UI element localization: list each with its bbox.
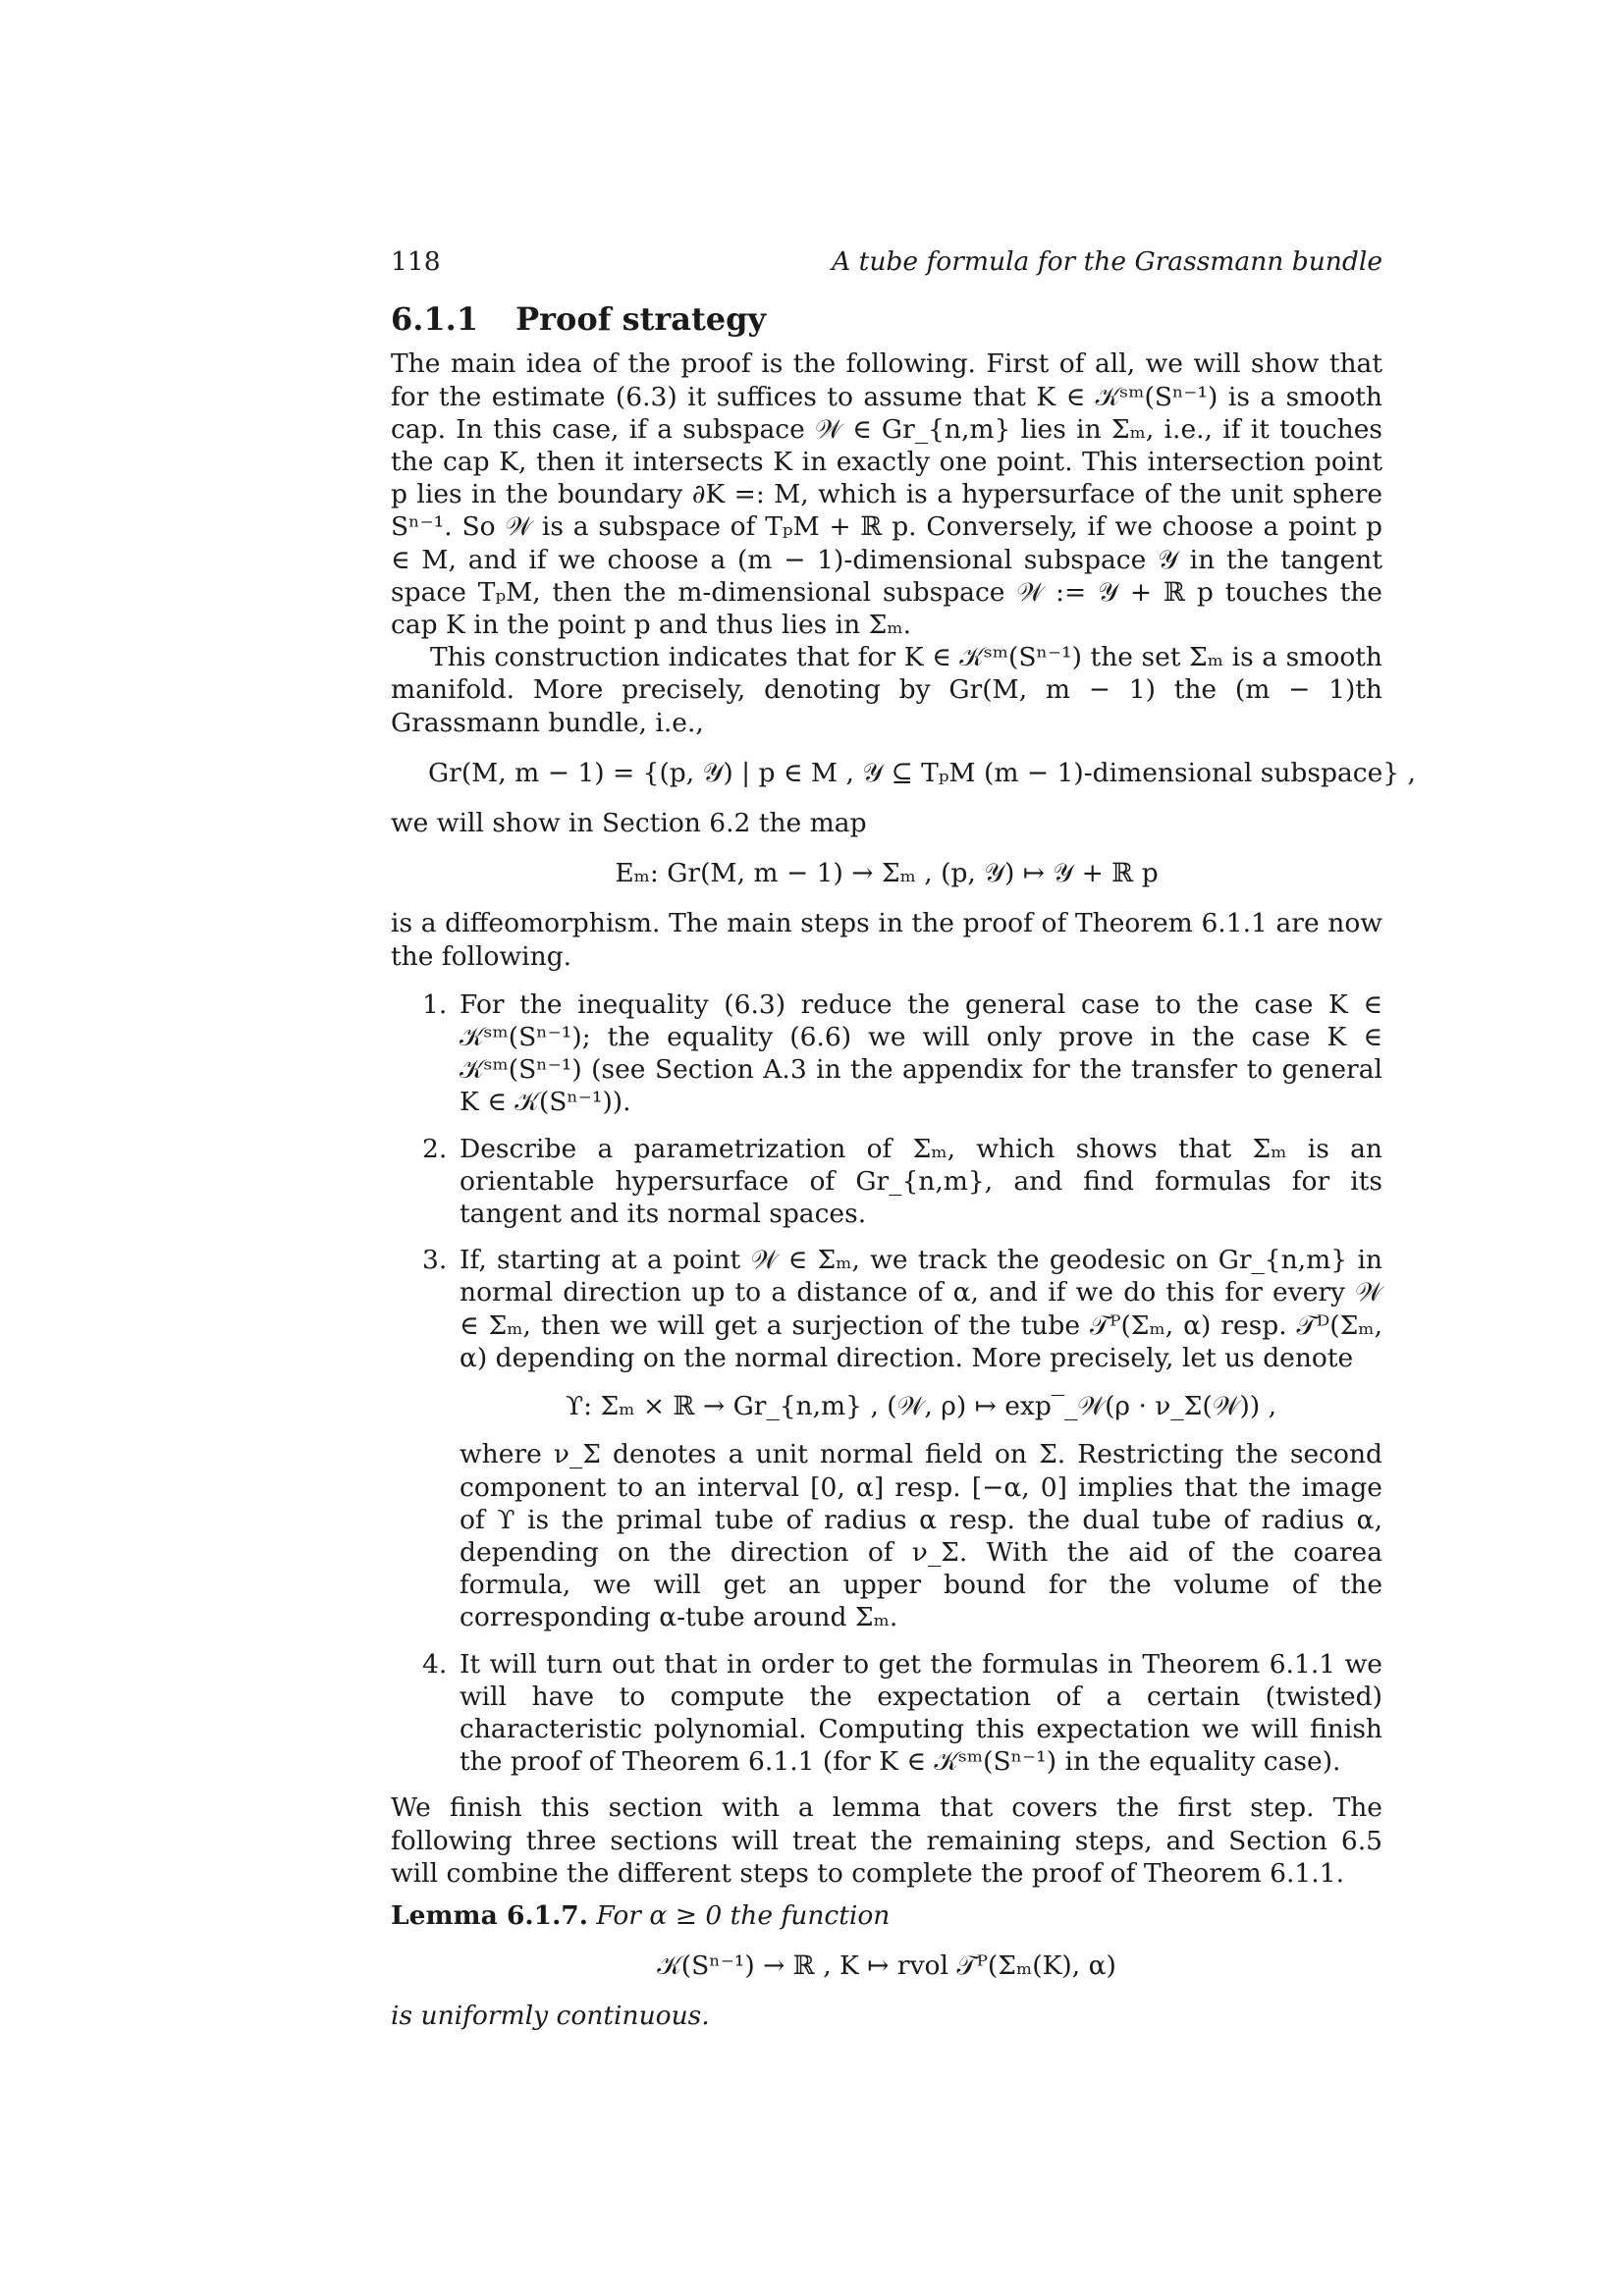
list-marker: 4.	[422, 1648, 448, 1680]
paragraph-construction: This construction indicates that for K ∈ 𝒦ˢᵐ(Sⁿ⁻¹) the set Σₘ is a smooth manifold. More precisely, denoting by Gr(M, m − 1) the (m − 1)th Grassmann bundle, i.e.,	[391, 642, 1382, 738]
lemma-equation: 𝒦(Sⁿ⁻¹) → ℝ , K ↦ rvol 𝒯ᴾ(Σₘ(K), α)	[657, 1950, 1116, 1982]
lemma-label: Lemma 6.1.7.	[391, 1899, 588, 1931]
equation-upsilon-map: ϒ: Σₘ × ℝ → Gr_{n,m} , (𝒲, ρ) ↦ exp‾_𝒲(ρ · ν_Σ(𝒲)) ,	[565, 1391, 1277, 1422]
list-item	[391, 1244, 1382, 1633]
lemma-conclusion: is uniformly continuous.	[391, 2001, 710, 2032]
list-item-text-continued: where ν_Σ denotes a unit normal field on Σ. Restricting the second component to an interval [0, α] resp. [−α, 0] implies that the image of ϒ is the primal tube of radius α resp. the dual tube of radius α, depending on the direction of ν_Σ. With the aid of the coarea formula, we will get an upper bound for the volume of the corresponding α-tube around Σₘ.	[460, 1439, 1382, 1633]
list-marker: 1.	[422, 988, 448, 1020]
paragraph-section-ref: we will show in Section 6.2 the map	[391, 808, 867, 839]
lemma-block	[391, 1899, 1382, 2033]
equation-grassmann-bundle: Gr(M, m − 1) = {(p, 𝒴) | p ∈ M , 𝒴 ⊆ TₚM (m − 1)-dimensional subspace} ,	[428, 757, 1416, 788]
list-item-text: Describe a parametrization of Σₘ, which shows that Σₘ is an orientable hypersurface of Gr_{n,m}, and find formulas for its tangent and its normal spaces.	[460, 1133, 1382, 1230]
paragraph-finish: We finish this section with a lemma that covers the first step. The following three sections will treat the remaining steps, and Section 6.5 will combine the different steps to complete the proof of Theorem 6.1.1.	[391, 1792, 1382, 1889]
list-marker: 3.	[422, 1245, 448, 1276]
list-item	[391, 1648, 1382, 1779]
running-title: A tube formula for the Grassmann bundle	[832, 246, 1382, 277]
section-title: Proof strategy	[515, 300, 767, 339]
paragraph-main-idea: The main idea of the proof is the following. First of all, we will show that for the estimate (6.3) it suffices to assume that K ∈ 𝒦ˢᵐ(Sⁿ⁻¹) is a smooth cap. In this case, if a subspace 𝒲 ∈ Gr_{n,m} lies in Σₘ, i.e., if it touches the cap K, then it intersects K in exactly one point. This intersection point p lies in the boundary ∂K =: M, which is a hypersurface of the unit sphere Sⁿ⁻¹. So 𝒲 is a subspace of TₚM + ℝ p. Conversely, if we choose a point p ∈ M, and if we choose a (m − 1)-dimensional subspace 𝒴 in the tangent space TₚM, then the m-dimensional subspace 𝒲 := 𝒴 + ℝ p touches the cap K in the point p and thus lies in Σₘ.	[391, 348, 1382, 641]
document-page	[391, 245, 1416, 2033]
equation-map-Em: Eₘ: Gr(M, m − 1) → Σₘ , (p, 𝒴) ↦ 𝒴 + ℝ p	[615, 858, 1159, 889]
section-heading	[391, 300, 1382, 339]
list-item-text: If, starting at a point 𝒲 ∈ Σₘ, we track the geodesic on Gr_{n,m} in normal direction up to a distance of α, and if we do this for every 𝒲 ∈ Σₘ, then we will get a surjection of the tube 𝒯ᴾ(Σₘ, α) resp. 𝒯ᴰ(Σₘ, α) depending on the normal direction. More precisely, let us denote	[460, 1245, 1382, 1373]
page-number: 118	[391, 246, 441, 277]
list-item-text: For the inequality (6.3) reduce the general case to the case K ∈ 𝒦ˢᵐ(Sⁿ⁻¹); the equality (6.6) we will only prove in the case K ∈ 𝒦ˢᵐ(Sⁿ⁻¹) (see Section A.3 in the appendix for the transfer to general K ∈ 𝒦(Sⁿ⁻¹)).	[460, 988, 1382, 1118]
list-item-text: It will turn out that in order to get the formulas in Theorem 6.1.1 we will have to compute the expectation of a certain (twisted) characteristic polynomial. Computing this expectation we will finish the proof of Theorem 6.1.1 (for K ∈ 𝒦ˢᵐ(Sⁿ⁻¹) in the equality case).	[460, 1648, 1382, 1778]
list-item	[391, 1133, 1382, 1231]
list-item	[391, 988, 1382, 1119]
list-marker: 2.	[422, 1133, 448, 1164]
lemma-statement: For α ≥ 0 the function	[596, 1899, 891, 1931]
section-number: 6.1.1	[391, 300, 479, 339]
running-header	[391, 245, 1382, 278]
proof-steps-list	[391, 988, 1382, 1778]
paragraph-diffeomorphism: is a diffeomorphism. The main steps in the proof of Theorem 6.1.1 are now the following.	[391, 908, 1382, 972]
